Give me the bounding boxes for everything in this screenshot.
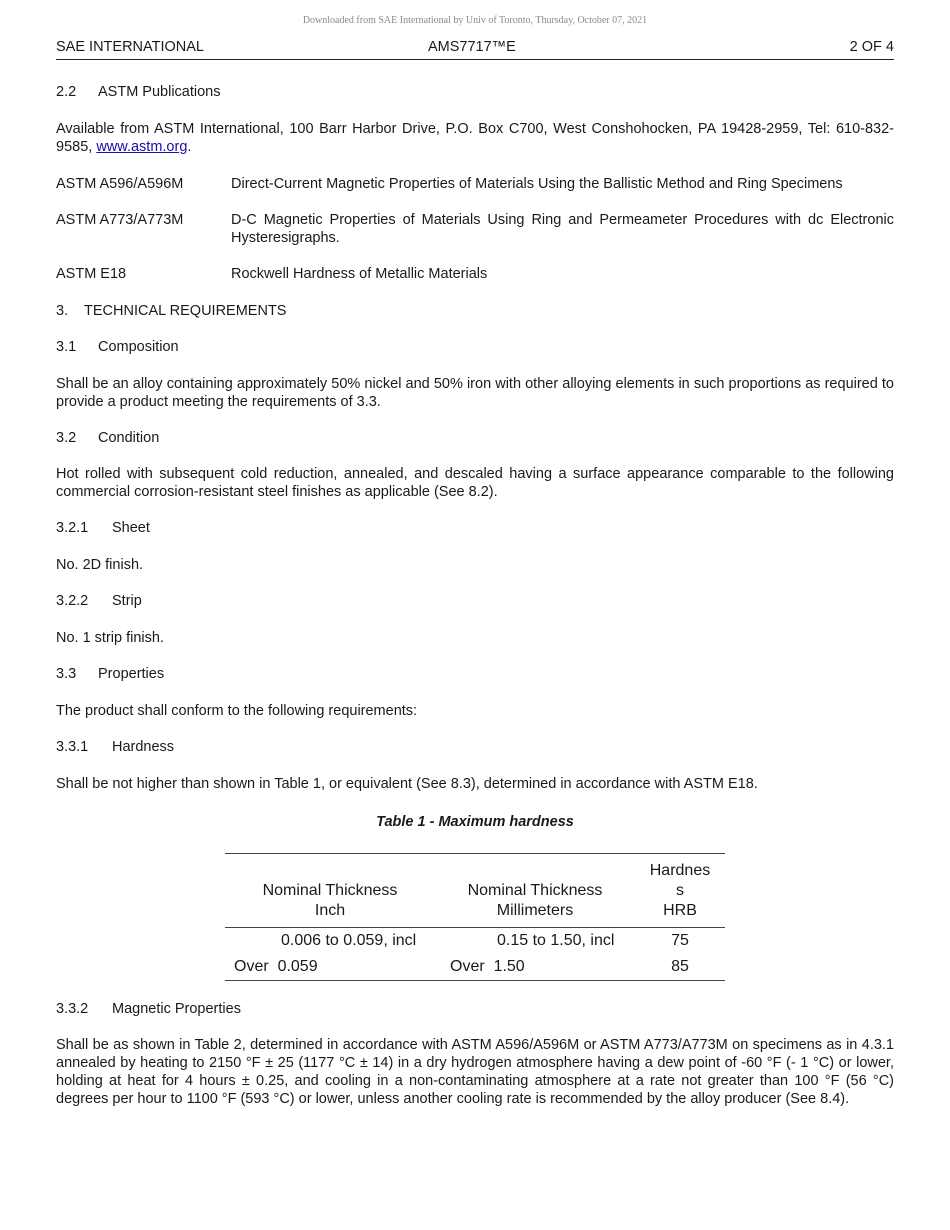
table-bottom-rule bbox=[225, 980, 725, 981]
section-3-1-heading bbox=[56, 338, 894, 356]
section-number: 3. bbox=[56, 303, 69, 319]
section-3-3-heading bbox=[56, 665, 894, 683]
strip-paragraph: No. 1 strip finish. bbox=[56, 630, 164, 646]
section-title: Sheet bbox=[112, 520, 150, 536]
section-title: TECHNICAL REQUIREMENTS bbox=[84, 303, 287, 319]
section-3-heading bbox=[56, 302, 894, 320]
section-number: 3.3.2 bbox=[56, 1001, 89, 1017]
reference-code: ASTM A773/A773M bbox=[56, 212, 184, 228]
header-hrb-line2: s bbox=[676, 882, 684, 899]
sheet-paragraph: No. 2D finish. bbox=[56, 557, 144, 573]
header-mm-line2: Millimeters bbox=[496, 902, 574, 919]
reference-e18 bbox=[56, 265, 894, 283]
section-title: Hardness bbox=[112, 739, 175, 755]
table-cell-mm: Over 1.50 bbox=[450, 958, 525, 975]
table-cell-inch: 0.006 to 0.059, incl bbox=[281, 932, 417, 949]
hardness-paragraph: Shall be not higher than shown in Table 1, or equivalent (See 8.3), determined in accordance with ASTM E18. bbox=[56, 776, 758, 792]
reference-title: Direct-Current Magnetic Properties of Materials Using the Ballistic Method and Ring Specimens bbox=[231, 176, 843, 192]
table-header-rule bbox=[225, 927, 725, 928]
section-number: 3.2.1 bbox=[56, 520, 89, 536]
section-3-3-1-heading bbox=[56, 738, 894, 756]
section-title: Condition bbox=[98, 430, 160, 446]
section-2-2-heading bbox=[56, 83, 894, 101]
section-title: ASTM Publications bbox=[98, 84, 221, 100]
reference-title: D-C Magnetic Properties of Materials Using Ring and Permeameter Procedures with dc Electronic Hysteresigraphs. bbox=[231, 212, 894, 246]
header-publisher: SAE INTERNATIONAL bbox=[56, 39, 204, 55]
table-cell-mm: 0.15 to 1.50, incl bbox=[497, 932, 615, 949]
header-hrb-line3: HRB bbox=[663, 902, 697, 919]
reference-a596 bbox=[56, 175, 894, 193]
header-page-number: 2 OF 4 bbox=[849, 39, 894, 55]
section-title: Composition bbox=[98, 339, 179, 355]
header-document-id: AMS7717™E bbox=[428, 39, 516, 55]
table-cell-hrb: 75 bbox=[671, 932, 689, 949]
properties-paragraph: The product shall conform to the following requirements: bbox=[56, 703, 418, 719]
section-3-2-1-heading bbox=[56, 519, 894, 537]
reference-code: ASTM A596/A596M bbox=[56, 176, 184, 192]
section-number: 3.2 bbox=[56, 430, 77, 446]
reference-a773 bbox=[56, 211, 894, 247]
section-3-2-2-heading bbox=[56, 592, 894, 610]
availability-text: Available from ASTM International, 100 Barr Harbor Drive, P.O. Box C700, West Conshohocken, PA 19428-2959, Tel: 610-832-9585, bbox=[56, 121, 894, 155]
table-1-caption: Table 1 - Maximum hardness bbox=[376, 814, 574, 830]
download-watermark: Downloaded from SAE International by Univ of Toronto, Thursday, October 07, 2021 bbox=[302, 15, 648, 26]
condition-paragraph: Hot rolled with subsequent cold reduction, annealed, and descaled having a surface appearance comparable to the following commercial corrosion-resistant steel finishes as applicable (See 8.2). bbox=[56, 466, 894, 500]
section-title: Properties bbox=[98, 666, 165, 682]
composition-paragraph: Shall be an alloy containing approximately 50% nickel and 50% iron with other alloying elements in such proportions as required to provide a product meeting the requirements of 3.3. bbox=[56, 376, 894, 410]
header-hrb-line1: Hardnes bbox=[649, 862, 711, 879]
header-inch-line2: Inch bbox=[314, 902, 346, 919]
astm-website-link[interactable]: www.astm.org bbox=[96, 139, 188, 155]
header-mm-line1: Nominal Thickness bbox=[467, 882, 603, 899]
section-number: 3.3.1 bbox=[56, 739, 89, 755]
page-header bbox=[56, 39, 894, 60]
astm-availability-paragraph bbox=[56, 120, 894, 156]
section-number: 3.3 bbox=[56, 666, 77, 682]
reference-title: Rockwell Hardness of Metallic Materials bbox=[231, 266, 488, 282]
magnetic-properties-paragraph: Shall be as shown in Table 2, determined in accordance with ASTM A596/A596M or ASTM A773/A773M on specimens as in 4.3.1 annealed by heating to 2150 °F ± 25 (1177 °C ± 14) in a dry hydrogen atmosphere having a dew point of -60 °F (- 1 °C) or lower, holding at heat for 4 hours ± 0.25, and cooling in a non-contaminating atmosphere at a rate not greater than 100 °F (56 °C) degrees per hour to 1100 °F (593 °C) or lower, unless another cooling rate is recommended by the alloy producer (See 8.4). bbox=[56, 1037, 894, 1107]
section-title: Magnetic Properties bbox=[112, 1001, 241, 1017]
availability-period: . bbox=[187, 139, 192, 155]
reference-code: ASTM E18 bbox=[56, 266, 127, 282]
section-number: 3.2.2 bbox=[56, 593, 89, 609]
table-top-rule bbox=[225, 853, 725, 854]
section-number: 3.1 bbox=[56, 339, 77, 355]
section-title: Strip bbox=[112, 593, 142, 609]
table-cell-inch: Over 0.059 bbox=[234, 958, 318, 975]
header-inch-line1: Nominal Thickness bbox=[262, 882, 398, 899]
section-number: 2.2 bbox=[56, 84, 77, 100]
table-cell-hrb: 85 bbox=[671, 958, 689, 975]
section-3-2-heading bbox=[56, 429, 894, 447]
section-3-3-2-heading bbox=[56, 1000, 894, 1018]
table-1-maximum-hardness bbox=[225, 853, 725, 981]
